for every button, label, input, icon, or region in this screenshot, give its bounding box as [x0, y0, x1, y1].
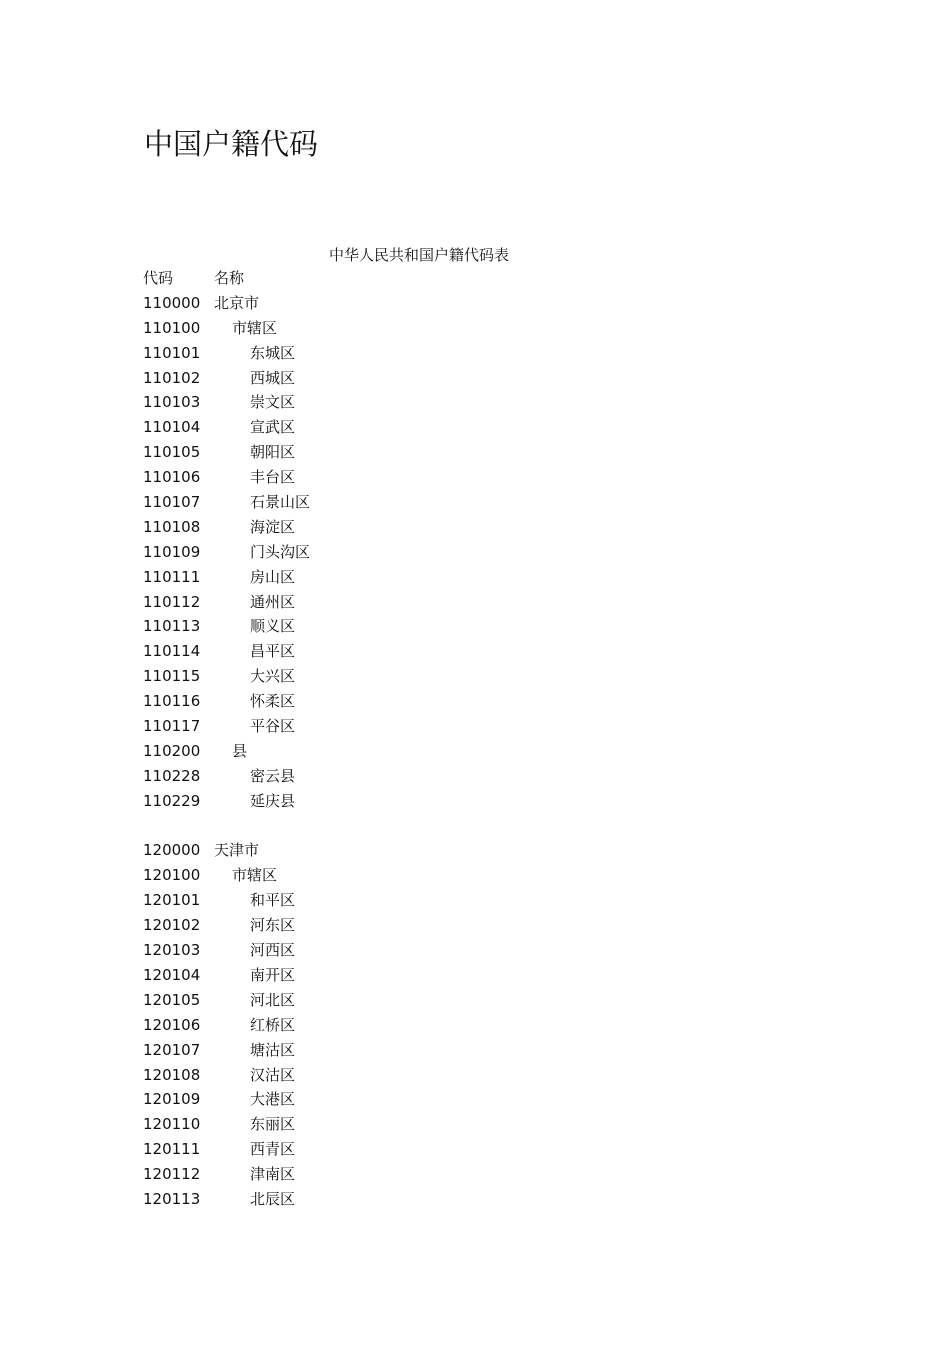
code-cell: 120000	[143, 841, 201, 860]
code-cell: 110109	[143, 542, 201, 561]
table-row	[143, 567, 743, 592]
name-cell: 崇文区	[250, 393, 296, 412]
name-cell: 东城区	[250, 343, 296, 362]
name-cell: 宣武区	[250, 418, 296, 437]
name-cell: 平谷区	[250, 717, 296, 736]
table-header-row	[143, 268, 743, 293]
table-row	[143, 1089, 743, 1114]
table-row	[143, 1139, 743, 1164]
table-row	[143, 915, 743, 940]
name-cell: 县	[232, 741, 248, 760]
code-cell: 110114	[143, 642, 201, 661]
name-cell: 门头沟区	[250, 542, 311, 561]
name-cell: 东丽区	[250, 1115, 296, 1134]
name-cell: 北京市	[214, 293, 260, 312]
name-cell: 天津市	[214, 841, 260, 860]
table-row	[143, 791, 743, 816]
table-row	[143, 890, 743, 915]
table-row	[143, 1164, 743, 1189]
document-title: 中国户籍代码	[144, 127, 319, 161]
table-row	[143, 318, 743, 343]
code-cell: 120101	[143, 891, 201, 910]
code-cell: 110113	[143, 617, 201, 636]
name-cell: 市辖区	[232, 866, 278, 885]
code-cell: 120113	[143, 1189, 201, 1208]
table-row	[143, 865, 743, 890]
code-cell: 110116	[143, 692, 201, 711]
name-cell: 南开区	[250, 965, 296, 984]
code-cell: 110112	[143, 592, 201, 611]
code-cell: 110000	[143, 293, 201, 312]
column-header-name: 名称	[214, 269, 245, 287]
code-cell: 110105	[143, 443, 201, 462]
table-row	[143, 392, 743, 417]
table-row	[143, 990, 743, 1015]
code-cell: 110100	[143, 318, 201, 337]
table-row	[143, 293, 743, 318]
name-cell: 河西区	[250, 941, 296, 960]
code-cell: 120111	[143, 1140, 201, 1159]
code-cell: 110104	[143, 418, 201, 437]
code-table	[143, 268, 743, 1214]
table-row	[143, 492, 743, 517]
name-cell: 塘沽区	[250, 1040, 296, 1059]
table-row	[143, 766, 743, 791]
name-cell: 朝阳区	[250, 443, 296, 462]
code-cell: 110200	[143, 741, 201, 760]
code-cell: 110108	[143, 517, 201, 536]
name-cell: 河东区	[250, 916, 296, 935]
table-row	[143, 940, 743, 965]
name-cell: 大兴区	[250, 667, 296, 686]
name-cell: 红桥区	[250, 1015, 296, 1034]
name-cell: 西城区	[250, 368, 296, 387]
name-cell: 北辰区	[250, 1189, 296, 1208]
name-cell: 海淀区	[250, 517, 296, 536]
code-cell: 120110	[143, 1115, 201, 1134]
code-cell: 120102	[143, 916, 201, 935]
name-cell: 石景山区	[250, 493, 311, 512]
table-row	[143, 368, 743, 393]
code-cell: 120105	[143, 990, 201, 1009]
code-cell: 110117	[143, 717, 201, 736]
name-cell: 津南区	[250, 1165, 296, 1184]
table-row	[143, 343, 743, 368]
table-row	[143, 467, 743, 492]
table-row	[143, 517, 743, 542]
code-cell: 110101	[143, 343, 201, 362]
code-cell: 110102	[143, 368, 201, 387]
code-cell: 120100	[143, 866, 201, 885]
name-cell: 和平区	[250, 891, 296, 910]
table-row	[143, 691, 743, 716]
blank-row	[143, 816, 743, 841]
table-title: 中华人民共和国户籍代码表	[329, 246, 510, 264]
name-cell: 延庆县	[250, 791, 296, 810]
name-cell: 市辖区	[232, 318, 278, 337]
code-cell: 120103	[143, 941, 201, 960]
code-cell: 110103	[143, 393, 201, 412]
name-cell: 顺义区	[250, 617, 296, 636]
name-cell: 怀柔区	[250, 692, 296, 711]
name-cell: 密云县	[250, 766, 296, 785]
table-row	[143, 1015, 743, 1040]
code-cell: 110228	[143, 766, 201, 785]
name-cell: 汉沽区	[250, 1065, 296, 1084]
code-cell: 120104	[143, 965, 201, 984]
code-cell: 110229	[143, 791, 201, 810]
table-row	[143, 542, 743, 567]
code-cell: 110115	[143, 667, 201, 686]
table-row	[143, 965, 743, 990]
table-row	[143, 442, 743, 467]
table-row	[143, 666, 743, 691]
name-cell: 丰台区	[250, 468, 296, 487]
code-cell: 120106	[143, 1015, 201, 1034]
code-cell: 120112	[143, 1165, 201, 1184]
table-row	[143, 840, 743, 865]
code-cell: 120109	[143, 1090, 201, 1109]
table-row	[143, 417, 743, 442]
code-cell: 120107	[143, 1040, 201, 1059]
name-cell: 西青区	[250, 1140, 296, 1159]
table-row	[143, 741, 743, 766]
table-row	[143, 1189, 743, 1214]
column-header-code: 代码	[143, 269, 174, 287]
code-cell: 110106	[143, 468, 201, 487]
table-row	[143, 1040, 743, 1065]
name-cell: 河北区	[250, 990, 296, 1009]
table-row	[143, 592, 743, 617]
name-cell: 昌平区	[250, 642, 296, 661]
table-row	[143, 1065, 743, 1090]
table-row	[143, 716, 743, 741]
name-cell: 大港区	[250, 1090, 296, 1109]
code-cell: 120108	[143, 1065, 201, 1084]
code-cell: 110111	[143, 567, 201, 586]
name-cell: 房山区	[250, 567, 296, 586]
table-row	[143, 1114, 743, 1139]
code-cell: 110107	[143, 493, 201, 512]
table-row	[143, 641, 743, 666]
name-cell: 通州区	[250, 592, 296, 611]
table-row	[143, 616, 743, 641]
